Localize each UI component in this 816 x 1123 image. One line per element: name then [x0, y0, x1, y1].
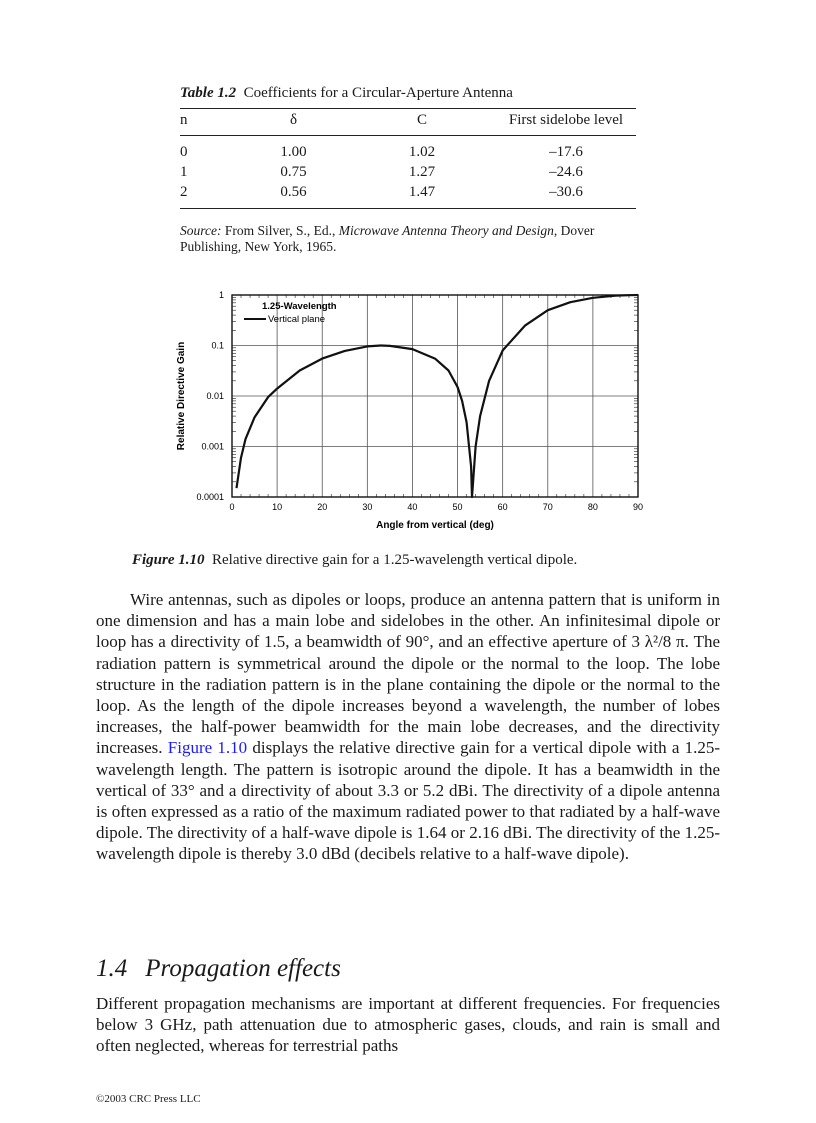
- cell-c: 1.02: [408, 144, 436, 160]
- x-tick-label: 50: [452, 502, 463, 512]
- legend-entry: Vertical plane: [268, 314, 326, 325]
- cell-n: 0: [180, 144, 188, 160]
- y-tick-label: 0.1: [211, 340, 224, 351]
- x-tick-label: 40: [407, 502, 418, 512]
- y-tick-label: 0.001: [201, 441, 224, 452]
- para1-text-after: displays the relative directive gain for a vertical dipole with a 1.25-wavelength length. The pattern is isotropic around the dipole. It has a beamwidth in the vertical of 33° and a directivity of about 3.3 or 5.2 dBi. The directivity of a dipole antenna is often expressed as a ratio of the maximum radiated power to that radiated by a half-wave dipole. The directivity of a half-wave dipole is 1.64 or 2.16 dBi. The directivity of the 1.25-wavelength dipole is thereby 3.0 dBd (decibels relative to a half-wave dipole).: [96, 738, 720, 864]
- copyright-footer: ©2003 CRC Press LLC: [96, 1093, 201, 1105]
- x-tick-label: 80: [587, 502, 598, 512]
- body-paragraph-1: [96, 589, 720, 865]
- table-row: [180, 182, 636, 209]
- x-tick-label: 30: [362, 502, 373, 512]
- section-number: 1.4: [96, 955, 128, 982]
- table-header-row: [180, 109, 636, 136]
- cell-sidelobe: [496, 162, 636, 182]
- source-text-2: , Dover Publishing, New York, 1965.: [180, 223, 595, 254]
- y-axis-label: Relative Directive Gain: [176, 341, 187, 451]
- para1-text-before: Wire antennas, such as dipoles or loops, produce an antenna pattern that is uniform in one dimension and has a main lobe and sidelobes in the other. An infinitesimal dipole or loop has a directivity of 1.5, a beamwidth of 90°, and an effective aperture of 3 λ²/8 π. The radiation pattern is symmetrical around the dipole or the normal to the loop. The lobe structure in the radiation pattern is in the plane containing the dipole or the normal to the loop. As the length of the dipole increases beyond a wavelength, the number of lobes increases, the half-power beamwidth for the main lobe decreases, and the directivity increases.: [96, 590, 720, 758]
- cell-n: 2: [180, 184, 188, 200]
- figure-caption-label: Figure 1.10: [132, 552, 205, 568]
- x-tick-label: 60: [497, 502, 508, 512]
- header-sidelobe: [496, 109, 636, 136]
- x-tick-label: 70: [542, 502, 553, 512]
- table-row: [180, 136, 636, 163]
- coefficients-table-block: [180, 85, 636, 255]
- figure-1-10: [170, 285, 650, 535]
- header-c: C: [348, 109, 496, 136]
- y-tick-label: 0.01: [206, 391, 224, 401]
- header-delta: δ: [239, 109, 348, 136]
- cell-sidelobe: [496, 182, 636, 209]
- coefficients-table: [180, 108, 636, 215]
- y-tick-label: 1: [218, 290, 224, 300]
- x-tick-label: 20: [317, 502, 328, 512]
- x-tick-label: 90: [632, 502, 644, 512]
- cell-sidelobe-value: –24.6: [549, 164, 583, 180]
- source-title: Microwave Antenna Theory and Design: [338, 223, 554, 238]
- body-paragraph-2: Different propagation mechanisms are important at different frequencies. For frequencies below 3 GHz, path attenuation due to atmospheric gases, clouds, and rain is small and often neglected, whereas for terrestrial paths: [96, 994, 720, 1056]
- cell-n: 1: [180, 164, 188, 180]
- legend-title: 1.25-Wavelength: [262, 301, 337, 312]
- figure-caption: [132, 552, 577, 569]
- cell-c: 1.47: [408, 184, 436, 200]
- table-row: [180, 162, 636, 182]
- table-source-note: [180, 223, 636, 255]
- figure-caption-text: Relative directive gain for a 1.25-wavelength vertical dipole.: [212, 552, 578, 568]
- cell-sidelobe: [496, 136, 636, 163]
- source-text-1: From Silver, S., Ed.,: [221, 223, 339, 238]
- table-caption-label: Table 1.2: [180, 85, 237, 101]
- x-tick-label: 10: [272, 502, 283, 512]
- cell-c: 1.27: [408, 164, 436, 180]
- cell-delta: 1.00: [280, 144, 307, 160]
- x-axis-label: Angle from vertical (deg): [376, 520, 494, 531]
- x-tick-label: 0: [229, 502, 235, 512]
- figure-1-10-link[interactable]: Figure 1.10: [167, 738, 248, 758]
- y-tick-label: 0.0001: [196, 492, 224, 502]
- section-title: Propagation effects: [145, 955, 341, 982]
- section-heading: [96, 955, 341, 983]
- header-n: n: [180, 109, 239, 136]
- cell-delta: 0.75: [280, 164, 307, 180]
- directive-gain-chart: [170, 285, 650, 535]
- source-label: Source:: [180, 223, 222, 238]
- table-caption-text: Coefficients for a Circular-Aperture Antenna: [243, 85, 513, 101]
- cell-sidelobe-value: –30.6: [549, 184, 583, 200]
- cell-delta: 0.56: [280, 184, 307, 200]
- header-sidelobe-label: First sidelobe level: [508, 112, 624, 128]
- table-bottom-rule: [180, 209, 636, 216]
- cell-sidelobe-value: –17.6: [549, 144, 583, 160]
- table-caption: [180, 85, 636, 102]
